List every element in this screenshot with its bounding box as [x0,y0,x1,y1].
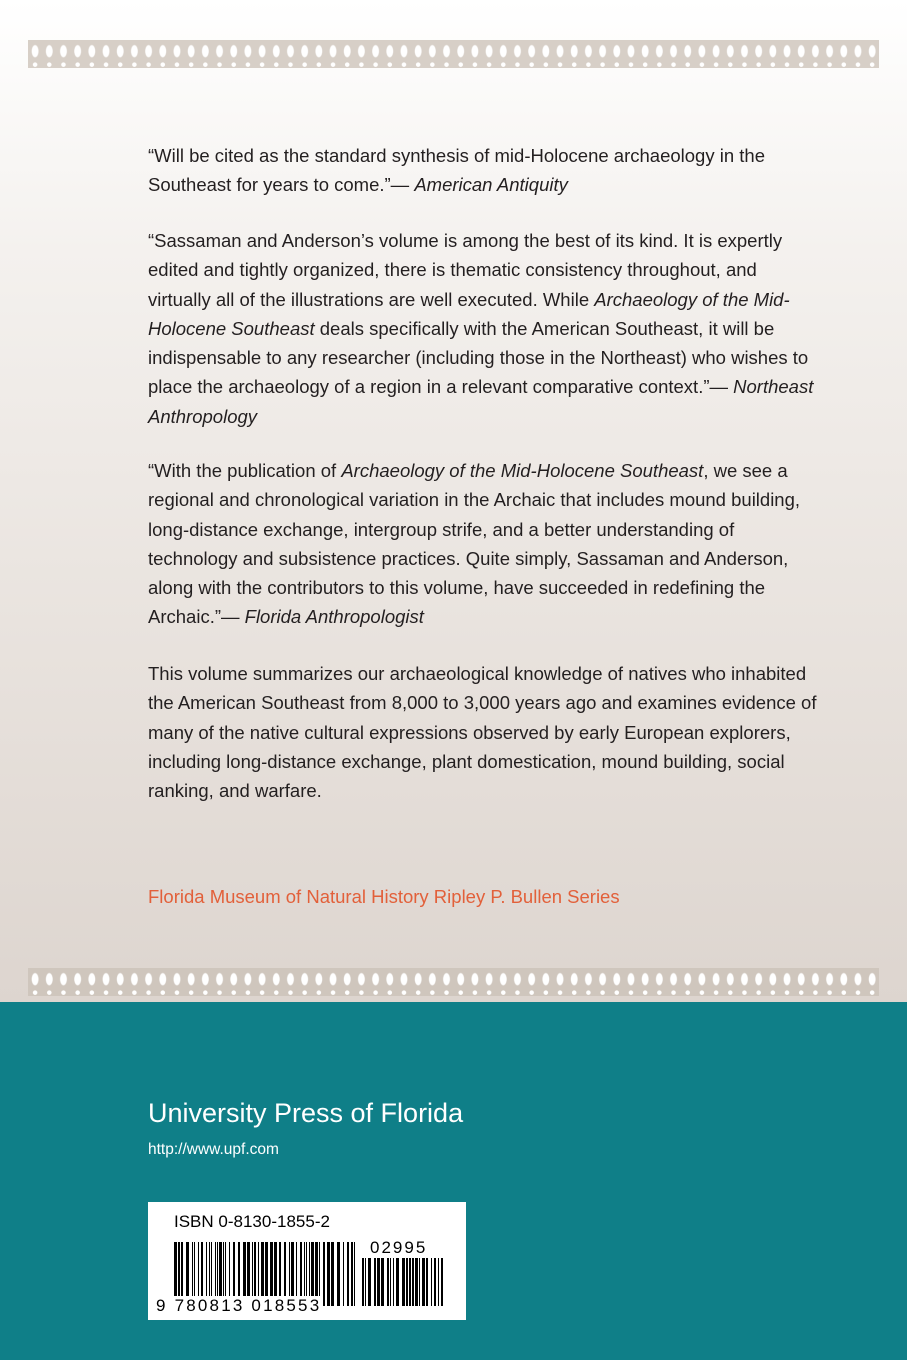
barcode-bar [365,1258,366,1306]
barcode-bar [412,1258,414,1306]
addon-barcode [362,1258,446,1306]
quote-text-continued: deals specifically with the American Southeast, it will be indispensable to any researcher (including those in the Northeast) who wishes to place the archaeology of a region in a relevant comparative context.”— [148,317,809,398]
barcode-bar [431,1258,432,1306]
barcode-bar [390,1258,391,1306]
series-name: Florida Museum of Natural History Ripley P. Bullen Series [148,886,620,907]
review-quote-1 [148,141,818,200]
publisher-name: University Press of Florida [148,1098,464,1128]
quote-text: “Will be cited as the standard synthesis of mid-Holocene archaeology in the Southeast for years to come.”— [148,145,765,196]
barcode-bar [422,1258,425,1306]
barcode-bar [387,1258,389,1306]
barcode-bar [415,1258,418,1306]
review-quote-3 [148,456,818,632]
quote-text: “Sassaman and Anderson’s volume is among the best of its kind. It is expertly edited and tightly organized, there is thematic consistency throughout, and virtually all of the illustrations are well executed. While [148,230,783,310]
quote-text: “With the publication of [148,460,342,481]
quote-source: Northeast Anthropology [148,376,814,427]
barcode-bar [406,1258,408,1306]
barcode-bar [419,1258,420,1306]
barcode-bar [351,1242,353,1306]
barcode-bar [347,1242,349,1306]
barcode-bar [426,1258,428,1306]
barcode-bar [396,1258,399,1306]
summary-text: This volume summarizes our archaeological knowledge of natives who inhabited the American Southeast from 8,000 to 3,000 years ago and examines evidence of many of the native cultural expressions observed by early European explorers, including long-distance exchange, plant domestication, mound building, social ranking, and warfare. [148,663,817,802]
quote-book-title: Archaeology of the Mid-Holocene Southeast [148,288,790,339]
barcode-bar [362,1258,364,1306]
barcode-bar [393,1258,394,1306]
top-ornament-border [28,40,879,68]
barcode-bar [323,1242,325,1306]
price-code: 02995 [370,1238,428,1257]
barcode-bar [434,1258,436,1306]
publisher-url: http://www.upf.com [148,1141,279,1158]
review-quote-2 [148,226,818,431]
barcode-bar [337,1242,340,1306]
barcode-bar [377,1258,380,1306]
quote-source: Florida Anthropologist [244,606,424,628]
ean-digits: 9 780813 018553 [156,1296,322,1315]
quote-source: American Antiquity [414,174,568,196]
bottom-ornament-border [28,968,879,996]
barcode-bar [438,1258,439,1306]
barcode-bar [331,1242,334,1306]
quote-text-continued: , we see a regional and chronological variation in the Archaic that includes mound building, long-distance exchange, intergroup strife, and a better understanding of technology and subsistence practices. Quite simply, Sassaman and Anderson, along with the contributors to this volume, have succeeded in redefining the Archaic.”— [148,460,801,628]
barcode-panel [148,1202,466,1320]
barcode-bar [409,1258,411,1306]
barcode-bar [381,1258,384,1306]
book-summary [148,659,818,805]
barcode-bar [343,1242,344,1306]
isbn-label: ISBN 0-8130-1855-2 [174,1212,330,1231]
barcode-bar [368,1258,371,1306]
barcode-bar [374,1258,376,1306]
barcode-bar [327,1242,330,1306]
barcode-bar [354,1242,355,1306]
quote-book-title: Archaeology of the Mid-Holocene Southeast [341,460,704,481]
barcode-bar [441,1258,443,1306]
barcode-bar [402,1258,405,1306]
